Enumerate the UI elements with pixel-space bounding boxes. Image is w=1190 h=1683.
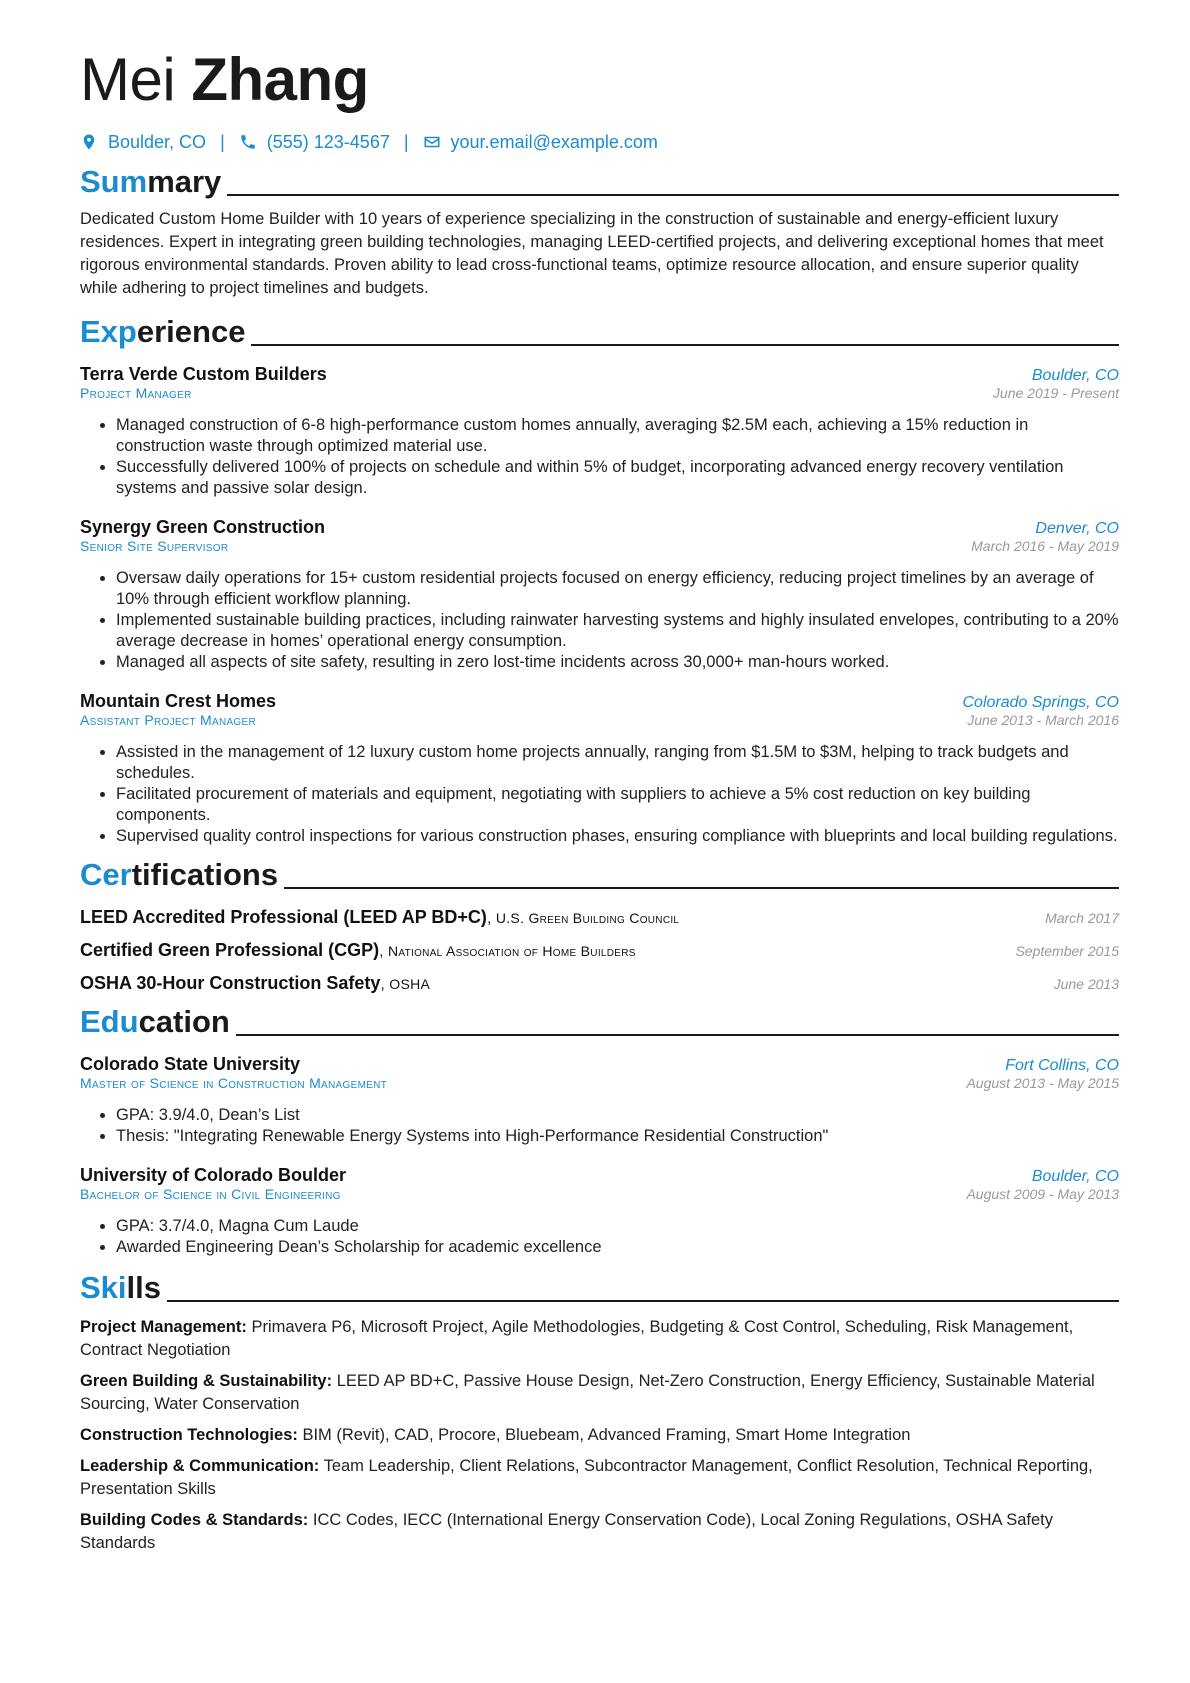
location-item (80, 132, 206, 153)
skill-label: Project Management: (80, 1318, 247, 1336)
phone-text: (555) 123-4567 (266, 131, 390, 152)
education-heading (80, 1002, 1119, 1042)
school-name: Colorado State University (80, 1054, 301, 1074)
first-name: Mei (80, 46, 176, 113)
list-item: • GPA: 3.9/4.0, Dean’s List (116, 1105, 1119, 1126)
list-item: • Managed all aspects of site safety, resulting in zero lost-time incidents across 30,000+ man-hours worked. (116, 652, 1119, 673)
list-item: • Supervised quality control inspections for various construction phases, ensuring compliance with blueprints and local building regulations. (116, 826, 1119, 847)
degree-title: Master of Science in Construction Management (80, 1075, 388, 1091)
job-title: Senior Site Supervisor (80, 538, 229, 554)
school-name: University of Colorado Boulder (80, 1165, 347, 1185)
list-item: • Facilitated procurement of materials and equipment, negotiating with suppliers to achieve a 5% cost reduction on key building components. (116, 784, 1119, 826)
job-location: Colorado Springs, CO (962, 694, 1119, 711)
skill-values: ICC Codes, IECC (International Energy Conservation Code), Local Zoning Regulations, OSHA Safety Standards (80, 1511, 1053, 1552)
skill-values: Primavera P6, Microsoft Project, Agile Methodologies, Budgeting & Cost Control, Scheduling, Risk Management, Contract Negotiation (80, 1318, 1074, 1359)
skill-label: Construction Technologies: (80, 1426, 298, 1444)
section-rule (251, 344, 1119, 346)
job-title: Assistant Project Manager (80, 712, 257, 728)
section-rule (167, 1300, 1119, 1302)
education-bullets (80, 1105, 1119, 1147)
section-rule (284, 887, 1119, 889)
education-bullets (80, 1216, 1119, 1258)
job-bullets (80, 415, 1119, 499)
list-item: • Oversaw daily operations for 15+ custom residential projects focused on energy efficiency, reducing project timelines by an average of 10% through efficient workflow planning. (116, 568, 1119, 610)
education-dates: August 2009 - May 2013 (966, 1186, 1119, 1202)
resume-page (80, 44, 1119, 1555)
skill-label: Leadership & Communication: (80, 1457, 320, 1475)
skill-row (80, 1424, 1119, 1447)
section-title: Summary (80, 164, 222, 199)
school-location: Boulder, CO (1031, 1168, 1119, 1185)
list-item: • GPA: 3.7/4.0, Magna Cum Laude (116, 1216, 1119, 1237)
contact-separator: | (403, 131, 409, 152)
job-dates: June 2019 - Present (992, 385, 1119, 401)
skill-label: Building Codes & Standards: (80, 1511, 309, 1529)
job-location: Boulder, CO (1031, 367, 1119, 384)
phone-icon (239, 133, 257, 151)
list-item: • Managed construction of 6-8 high-performance custom homes annually, averaging $2.5M each, achieving a 15% reduction in construction waste through optimized material use. (116, 415, 1119, 457)
job-dates: June 2013 - March 2016 (967, 712, 1119, 728)
cert-date: March 2017 (1045, 910, 1119, 926)
cert-title: OSHA 30-Hour Construction Safety (80, 973, 381, 993)
cert-issuer: U.S. Green Building Council (495, 910, 680, 926)
location-text: Boulder, CO (108, 131, 207, 152)
summary-text: Dedicated Custom Home Builder with 10 years of experience specializing in the construction of sustainable and energy-efficient luxury residences. Expert in integrating green building technologies, managing LEED-certified projects, and delivering exceptional homes that meet rigorous environmental standards. Proven ability to lead cross-functional teams, optimize resource allocation, and ensure superior quality while adhering to project timelines and budgets. (80, 210, 1104, 297)
skill-row (80, 1316, 1119, 1362)
contact-line (80, 128, 1119, 156)
section-title: Education (80, 1004, 230, 1039)
last-name: Zhang (191, 46, 369, 113)
experience-heading (80, 312, 1119, 352)
section-title: Experience (80, 314, 246, 349)
job-dates: March 2016 - May 2019 (971, 538, 1119, 554)
section-rule (236, 1034, 1119, 1036)
phone-item[interactable] (239, 132, 390, 153)
job-location: Denver, CO (1035, 520, 1119, 537)
email-item[interactable] (423, 132, 658, 153)
cert-title: LEED Accredited Professional (LEED AP BD+C) (80, 907, 487, 927)
employer-name: Mountain Crest Homes (80, 691, 277, 711)
envelope-icon (423, 133, 441, 151)
list-item: • Awarded Engineering Dean’s Scholarship for academic excellence (116, 1237, 1119, 1258)
skills-heading (80, 1268, 1119, 1308)
education-entry (80, 1054, 1119, 1147)
experience-entry (80, 691, 1119, 847)
skill-values: Team Leadership, Client Relations, Subcontractor Management, Conflict Resolution, Technical Reporting, Presentation Skills (80, 1457, 1093, 1498)
cert-date: September 2015 (1015, 943, 1119, 959)
skill-values: LEED AP BD+C, Passive House Design, Net-Zero Construction, Energy Efficiency, Sustainable Material Sourcing, Water Conservation (80, 1372, 1095, 1413)
skill-row (80, 1509, 1119, 1555)
certification-row: Certified Green Professional (CGP), National Association of Home Builders September 2015 (80, 940, 1119, 960)
certifications-heading (80, 855, 1119, 895)
email-text: your.email@example.com (450, 131, 658, 152)
job-title: Project Manager (80, 385, 192, 401)
certification-row: OSHA 30-Hour Construction Safety, OSHA June 2013 (80, 973, 1119, 993)
skill-row (80, 1370, 1119, 1416)
employer-name: Synergy Green Construction (80, 517, 326, 537)
degree-title: Bachelor of Science in Civil Engineering (80, 1186, 341, 1202)
cert-issuer: National Association of Home Builders (387, 943, 636, 959)
cert-issuer: OSHA (389, 976, 431, 992)
employer-name: Terra Verde Custom Builders (80, 364, 327, 384)
job-bullets (80, 568, 1119, 673)
skill-row (80, 1455, 1119, 1501)
skill-label: Green Building & Sustainability: (80, 1372, 333, 1390)
section-title: Skills (80, 1270, 161, 1305)
list-item: • Successfully delivered 100% of projects on schedule and within 5% of budget, incorporating advanced energy recovery ventilation systems and passive solar design. (116, 457, 1119, 499)
job-bullets (80, 742, 1119, 847)
experience-entry (80, 517, 1119, 673)
summary-heading (80, 162, 1119, 202)
skill-values: BIM (Revit), CAD, Procore, Bluebeam, Advanced Framing, Smart Home Integration (302, 1426, 911, 1444)
education-entry (80, 1165, 1119, 1258)
contact-separator: | (220, 131, 225, 152)
list-item: • Thesis: "Integrating Renewable Energy Systems into High-Performance Residential Construction" (116, 1126, 1119, 1147)
cert-title: Certified Green Professional (CGP) (80, 940, 380, 960)
education-dates: August 2013 - May 2015 (966, 1075, 1119, 1091)
candidate-name (80, 44, 1119, 116)
certification-row: LEED Accredited Professional (LEED AP BD+C), U.S. Green Building Council March 2017 (80, 907, 1119, 927)
school-location: Fort Collins, CO (1005, 1057, 1119, 1074)
section-title: Certifications (80, 857, 279, 892)
list-item: • Implemented sustainable building practices, including rainwater harvesting systems and highly insulated envelopes, contributing to a 20% average decrease in homes’ operational energy consumption. (116, 610, 1119, 652)
section-rule (227, 194, 1119, 196)
list-item: • Assisted in the management of 12 luxury custom home projects annually, ranging from $1.5M to $3M, helping to track budgets and schedules. (116, 742, 1119, 784)
cert-date: June 2013 (1053, 976, 1119, 992)
experience-entry (80, 364, 1119, 499)
map-pin-icon (80, 133, 98, 151)
